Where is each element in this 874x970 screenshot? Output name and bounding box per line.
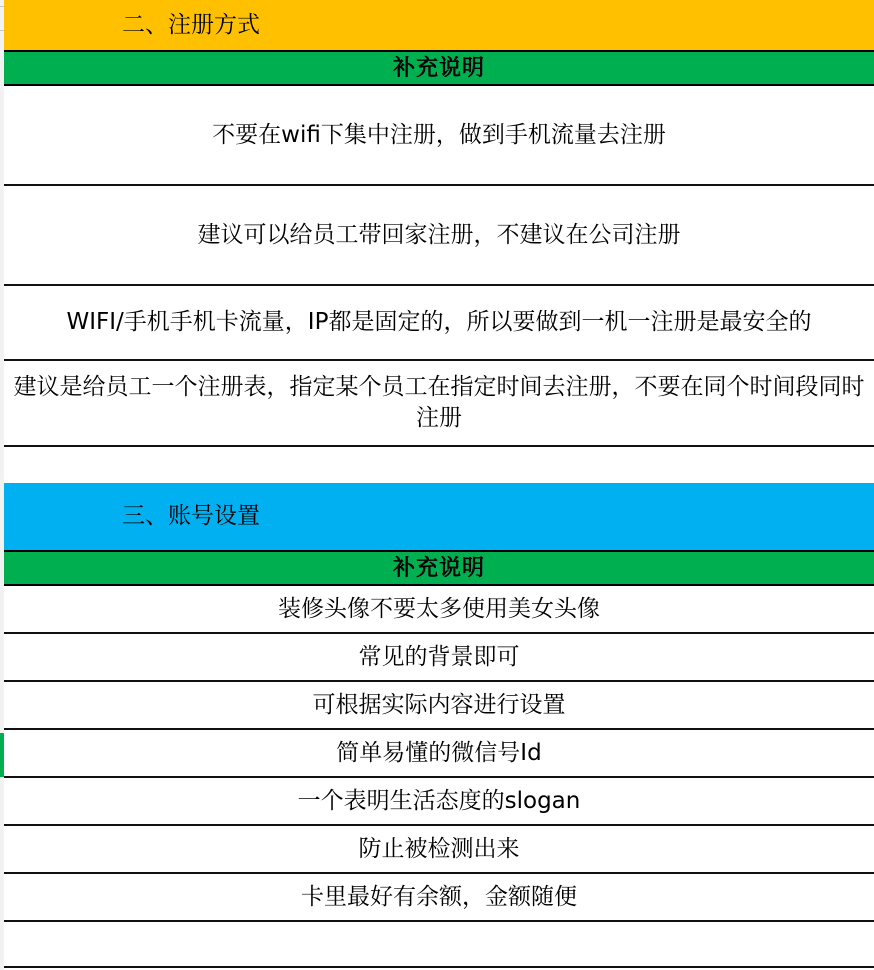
empty-row[interactable] <box>4 922 874 966</box>
section-title-account[interactable]: 三、账号设置 <box>4 483 874 550</box>
table-row[interactable]: 装修头像不要太多使用美女头像 <box>278 595 600 622</box>
section-header-notes[interactable]: 补充说明 <box>4 550 874 586</box>
table-row[interactable]: 常见的背景即可 <box>358 643 520 670</box>
row-divider <box>4 966 874 968</box>
empty-row[interactable] <box>4 447 874 483</box>
table-row[interactable]: 建议是给员工一个注册表，指定某个员工在指定时间去注册，不要在同个时间段同时注册 <box>13 374 865 431</box>
table-row[interactable]: 一个表明生活态度的slogan <box>297 787 581 814</box>
table-row[interactable]: 可根据实际内容进行设置 <box>312 691 566 718</box>
table-row[interactable]: 简单易懂的微信号Id <box>336 739 542 766</box>
table-row[interactable]: 卡里最好有余额，金额随便 <box>301 883 577 910</box>
table-row[interactable]: 防止被检测出来 <box>358 835 520 862</box>
table-row[interactable]: WIFI/手机手机卡流量，IP都是固定的，所以要做到一机一注册是最安全的 <box>66 309 812 335</box>
table-row[interactable]: 不要在wifi下集中注册，做到手机流量去注册 <box>212 121 666 148</box>
section-title-registration[interactable]: 二、注册方式 <box>4 0 874 50</box>
section-header-notes[interactable]: 补充说明 <box>4 50 874 86</box>
table-row[interactable]: 建议可以给员工带回家注册，不建议在公司注册 <box>197 221 681 248</box>
